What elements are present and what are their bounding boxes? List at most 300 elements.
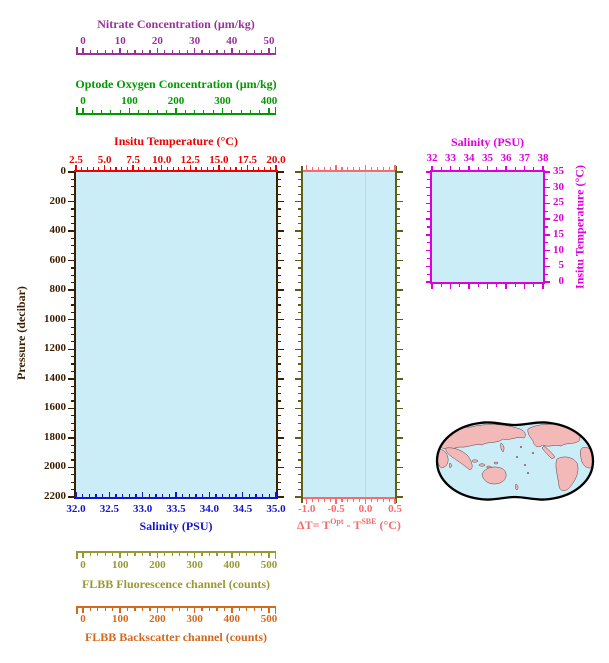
fluorescence-axis-major-tick (231, 553, 233, 558)
salinity-minor-tick (122, 494, 123, 497)
pressure-major-tick (68, 260, 74, 262)
delta-t-frame-minor-tick (298, 489, 301, 490)
pressure-tick-label: 1400 (44, 371, 66, 384)
pressure-tick-label: 1800 (44, 430, 66, 443)
ts-temperature-major-tick (426, 187, 431, 189)
nitrate-axis-minor-tick (142, 50, 143, 53)
delta-t-frame-minor-tick (298, 297, 301, 298)
salinity-minor-tick (95, 494, 96, 497)
ts-temperature-minor-tick (427, 274, 430, 275)
ts-salinity-tick-label: 36 (500, 152, 512, 164)
nitrate-axis-minor-tick (209, 50, 210, 53)
delta-t-frame-minor-tick (298, 334, 301, 335)
temperature-axis-title: Insitu Temperature (°C) (114, 134, 238, 148)
salinity-minor-tick (89, 494, 90, 497)
oxygen-axis-minor-tick (101, 110, 102, 113)
delta-t-frame-major-tick (397, 378, 403, 380)
temperature-minor-tick (138, 167, 139, 170)
ts-temperature-major-tick (426, 281, 431, 283)
backscatter-axis-minor-tick (209, 608, 210, 611)
ts-salinity-minor-tick (459, 284, 460, 287)
ts-temperature-tick-label: 0 (558, 275, 564, 287)
fluorescence-axis-minor-tick (105, 553, 106, 556)
oxygen-axis-tick-label: 0 (80, 95, 86, 107)
salinity-minor-tick (82, 494, 83, 497)
delta-t-axis-title (279, 518, 419, 532)
pressure-minor-tick (71, 482, 74, 483)
fluorescence-axis-minor-tick (164, 553, 165, 556)
pressure-minor-tick (278, 282, 281, 283)
pressure-tick-label: 0 (60, 165, 66, 177)
ts-salinity-minor-tick (441, 167, 442, 170)
pressure-major-tick (68, 378, 74, 380)
fluorescence-axis-minor-tick (134, 553, 135, 556)
delta-t-frame-minor-tick (397, 356, 400, 357)
oxygen-axis-minor-tick (259, 110, 260, 113)
oxygen-axis-minor-tick (194, 110, 195, 113)
delta-t-frame-minor-tick (397, 459, 400, 460)
nitrate-axis-major-tick (231, 48, 233, 53)
backscatter-axis-minor-tick (246, 608, 247, 611)
oxygen-axis-tick-label: 300 (214, 95, 231, 107)
ts-temperature-tick-label: 25 (553, 196, 564, 209)
ts-salinity-axis-title: Salinity (PSU) (450, 135, 524, 149)
oxygen-axis-major-tick (82, 108, 84, 113)
delta-t-frame-minor-tick (298, 400, 301, 401)
oxygen-axis-tick-label: 400 (260, 95, 278, 107)
fluorescence-axis-minor-tick (216, 553, 217, 556)
ts-salinity-major-tick (487, 166, 489, 171)
delta-t-frame-minor-tick (397, 304, 400, 305)
temperature-minor-tick (235, 167, 236, 170)
pressure-minor-tick (278, 474, 281, 475)
temperature-minor-tick (115, 167, 116, 170)
delta-t-frame-minor-tick (397, 267, 400, 268)
pressure-minor-tick (278, 267, 281, 268)
delta-t-frame-minor-tick (397, 363, 400, 364)
delta-t-minor-tick (324, 167, 325, 170)
delta-t-title-part: ΔT= T (297, 518, 331, 532)
pressure-major-tick (278, 378, 284, 380)
temperature-minor-tick (241, 167, 242, 170)
backscatter-axis-minor-tick (179, 608, 180, 611)
temperature-minor-tick (81, 167, 82, 170)
delta-t-frame-minor-tick (397, 334, 400, 335)
delta-t-frame-major-tick (295, 201, 301, 203)
ts-salinity-major-tick (542, 284, 544, 289)
backscatter-axis-minor-tick (164, 608, 165, 611)
delta-t-frame-minor-tick (298, 179, 301, 180)
ts-salinity-minor-tick (515, 284, 516, 287)
temperature-minor-tick (144, 167, 145, 170)
pressure-major-tick (278, 319, 284, 321)
pressure-minor-tick (71, 445, 74, 446)
temperature-minor-tick (264, 167, 265, 170)
temperature-minor-tick (258, 167, 259, 170)
ts-temperature-major-tick (426, 218, 431, 220)
pressure-major-tick (68, 496, 74, 498)
delta-t-frame-minor-tick (298, 445, 301, 446)
fluorescence-axis-major-tick (194, 553, 196, 558)
backscatter-axis-minor-tick (90, 608, 91, 611)
nitrate-axis-title: Nitrate Concentration (µm/kg) (97, 17, 255, 31)
pressure-minor-tick (71, 304, 74, 305)
delta-t-frame-minor-tick (397, 393, 400, 394)
ts-temperature-tick-label: 35 (553, 165, 564, 177)
pressure-minor-tick (278, 334, 281, 335)
delta-t-minor-tick (341, 167, 342, 170)
delta-t-major-tick (365, 165, 367, 170)
delta-t-axis-line-top (303, 170, 395, 172)
delta-t-frame-major-tick (295, 349, 301, 351)
delta-t-frame-minor-tick (298, 312, 301, 313)
backscatter-axis-minor-tick (112, 608, 113, 611)
pressure-minor-tick (71, 245, 74, 246)
delta-t-minor-tick (377, 499, 378, 502)
pressure-minor-tick (278, 445, 281, 446)
delta-t-frame-major-tick (295, 496, 301, 498)
delta-t-frame-minor-tick (397, 327, 400, 328)
delta-t-frame-minor-tick (298, 415, 301, 416)
salinity-minor-tick (149, 494, 150, 497)
salinity-minor-tick (202, 494, 203, 497)
salinity-minor-tick (262, 494, 263, 497)
ts-salinity-major-tick (450, 284, 452, 289)
pressure-minor-tick (71, 327, 74, 328)
pressure-minor-tick (71, 253, 74, 254)
pressure-minor-tick (278, 208, 281, 209)
backscatter-axis-tick-label: 200 (149, 613, 166, 625)
delta-t-frame-minor-tick (397, 179, 400, 180)
nitrate-axis-tick-label: 50 (263, 35, 275, 47)
temperature-minor-tick (155, 167, 156, 170)
pressure-minor-tick (278, 194, 281, 195)
pressure-minor-tick (71, 459, 74, 460)
ts-salinity-minor-tick (478, 167, 479, 170)
temperature-tick-label: 2.5 (69, 154, 83, 166)
pressure-major-tick (278, 201, 284, 203)
delta-t-tick-label: 0.5 (388, 503, 402, 515)
temperature-tick-label: 12.5 (180, 154, 200, 166)
salinity-minor-tick (115, 494, 116, 497)
delta-t-minor-tick (330, 167, 331, 170)
delta-t-frame-minor-tick (298, 430, 301, 431)
oxygen-axis-minor-tick (250, 110, 251, 113)
ts-salinity-tick-label: 35 (482, 152, 493, 164)
pressure-minor-tick (278, 452, 281, 453)
delta-t-tick-label: 0.0 (358, 503, 373, 515)
delta-t-frame-minor-tick (298, 482, 301, 483)
pressure-major-tick (68, 437, 74, 439)
delta-t-frame-minor-tick (397, 423, 400, 424)
pressure-minor-tick (278, 327, 281, 328)
temperature-minor-tick (230, 167, 231, 170)
oxygen-axis-tick-label: 100 (121, 95, 138, 107)
pressure-minor-tick (278, 459, 281, 460)
delta-t-frame-minor-tick (298, 341, 301, 342)
ts-salinity-major-tick (524, 166, 526, 171)
oxygen-axis-major-tick (129, 108, 131, 113)
salinity-minor-tick (129, 494, 130, 497)
pressure-minor-tick (71, 393, 74, 394)
delta-t-frame-minor-tick (397, 312, 400, 313)
delta-t-zero-line (365, 172, 366, 497)
pressure-major-tick (68, 467, 74, 469)
nitrate-axis-minor-tick (254, 50, 255, 53)
delta-t-frame-major-tick (295, 467, 301, 469)
delta-t-minor-tick (389, 499, 390, 502)
oxygen-axis-minor-tick (92, 110, 93, 113)
fluorescence-axis-minor-tick (179, 553, 180, 556)
pressure-minor-tick (278, 186, 281, 187)
delta-t-frame-minor-tick (397, 238, 400, 239)
nitrate-axis-major-tick (268, 48, 270, 53)
pressure-tick-label: 1600 (44, 401, 66, 414)
delta-t-minor-tick (347, 167, 348, 170)
delta-t-frame-major-tick (295, 408, 301, 410)
fluorescence-axis-minor-tick (239, 553, 240, 556)
pressure-major-tick (278, 467, 284, 469)
nitrate-axis-axis-line (76, 53, 276, 55)
delta-t-frame-minor-tick (298, 223, 301, 224)
world-map (429, 413, 601, 509)
delta-t-minor-tick (318, 167, 319, 170)
ts-temperature-minor-tick (427, 226, 430, 227)
ts-salinity-tick-label: 34 (463, 152, 475, 164)
delta-t-major-tick (394, 165, 396, 170)
temperature-minor-tick (110, 167, 111, 170)
fluorescence-axis-minor-tick (90, 553, 91, 556)
pressure-major-tick (278, 496, 284, 498)
fluorescence-axis-title: FLBB Fluorescence channel (counts) (81, 577, 271, 591)
delta-t-frame-minor-tick (397, 474, 400, 475)
delta-t-minor-tick (353, 499, 354, 502)
delta-t-frame-minor-tick (397, 415, 400, 416)
pressure-minor-tick (278, 363, 281, 364)
ts-temperature-tick-label: 20 (553, 212, 564, 225)
delta-t-frame-minor-tick (298, 245, 301, 246)
ts-salinity-tick-label: 38 (537, 152, 549, 164)
fluorescence-axis-tick-label: 500 (260, 559, 278, 571)
salinity-major-tick (275, 492, 277, 497)
delta-t-frame-minor-tick (298, 194, 301, 195)
temperature-tick-label: 17.5 (237, 154, 258, 166)
fluorescence-axis-minor-tick (246, 553, 247, 556)
delta-t-frame-major-tick (397, 230, 403, 232)
delta-t-minor-tick (371, 167, 372, 170)
fluorescence-axis-minor-tick (172, 553, 173, 556)
delta-t-minor-tick (318, 499, 319, 502)
pressure-minor-tick (71, 267, 74, 268)
ts-temperature-major-tick (426, 203, 431, 205)
backscatter-axis-tick-label: 300 (186, 613, 203, 625)
pressure-major-tick (278, 171, 284, 173)
nitrate-axis-tick-label: 20 (151, 35, 163, 47)
delta-t-frame-minor-tick (298, 356, 301, 357)
salinity-major-tick (75, 492, 77, 497)
pressure-major-tick (68, 408, 74, 410)
delta-t-frame-minor-tick (397, 208, 400, 209)
oxygen-axis-minor-tick (203, 110, 204, 113)
delta-t-frame-minor-tick (298, 282, 301, 283)
backscatter-axis-tick-label: 500 (260, 613, 278, 625)
delta-t-minor-tick (383, 499, 384, 502)
fluorescence-axis-minor-tick (209, 553, 210, 556)
backscatter-axis-minor-tick (216, 608, 217, 611)
nitrate-axis-minor-tick (172, 50, 173, 53)
nitrate-axis-minor-tick (97, 50, 98, 53)
temperature-tick-label: 7.5 (126, 154, 141, 166)
salinity-major-tick (142, 492, 144, 497)
salinity-tick-label: 34.5 (233, 503, 253, 515)
delta-t-title-superscript: Opt (330, 517, 344, 526)
delta-t-frame-minor-tick (397, 371, 400, 372)
pressure-minor-tick (278, 275, 281, 276)
nitrate-axis-minor-tick (179, 50, 180, 53)
ts-temperature-axis-title: Insitu Temperature (°C) (572, 165, 587, 289)
pressure-minor-tick (71, 216, 74, 217)
delta-t-minor-tick (312, 499, 313, 502)
delta-t-minor-tick (347, 499, 348, 502)
temperature-minor-tick (270, 167, 271, 170)
pressure-tick-label: 2000 (44, 460, 66, 473)
ts-temperature-minor-tick (427, 195, 430, 196)
fluorescence-axis-minor-tick (127, 553, 128, 556)
nitrate-axis-minor-tick (216, 50, 217, 53)
oxygen-axis-major-tick (175, 108, 177, 113)
oxygen-axis-minor-tick (157, 110, 158, 113)
pressure-minor-tick (71, 186, 74, 187)
delta-t-frame-major-tick (397, 349, 403, 351)
delta-t-minor-tick (359, 499, 360, 502)
backscatter-axis-minor-tick (261, 608, 262, 611)
oxygen-axis-minor-tick (231, 110, 232, 113)
ts-border-left (430, 172, 432, 282)
pressure-minor-tick (278, 489, 281, 490)
fluorescence-axis-major-tick (82, 553, 84, 558)
delta-t-frame-minor-tick (397, 223, 400, 224)
backscatter-axis-minor-tick (187, 608, 188, 611)
salinity-tick-label: 32.0 (66, 503, 86, 515)
delta-t-frame-major-tick (397, 437, 403, 439)
temperature-minor-tick (98, 167, 99, 170)
ts-salinity-minor-tick (533, 284, 534, 287)
oxygen-axis-axis-line (76, 113, 276, 115)
salinity-minor-tick (229, 494, 230, 497)
delta-t-frame-major-tick (397, 496, 403, 498)
oxygen-axis-minor-tick (241, 110, 242, 113)
delta-t-frame-minor-tick (298, 275, 301, 276)
salinity-minor-tick (255, 494, 256, 497)
ts-temperature-minor-tick (427, 258, 430, 259)
delta-t-frame-major-tick (397, 201, 403, 203)
delta-t-frame-major-tick (295, 230, 301, 232)
oxygen-axis-tick-label: 200 (167, 95, 185, 107)
temperature-minor-tick (184, 167, 185, 170)
pressure-minor-tick (71, 400, 74, 401)
delta-t-frame-major-tick (397, 260, 403, 262)
delta-t-frame-major-tick (397, 319, 403, 321)
delta-t-frame-minor-tick (298, 474, 301, 475)
ts-temperature-tick-label: 15 (553, 227, 564, 240)
pressure-axis-line (74, 172, 76, 497)
salinity-minor-tick (169, 494, 170, 497)
nitrate-axis-tick-label: 40 (226, 35, 238, 47)
oxygen-axis-major-tick (222, 108, 224, 113)
salinity-major-tick (209, 492, 211, 497)
pressure-tick-label: 600 (49, 253, 66, 266)
ts-salinity-major-tick (431, 284, 433, 289)
salinity-tick-label: 35.0 (266, 503, 286, 515)
delta-t-frame-minor-tick (397, 194, 400, 195)
temperature-minor-tick (121, 167, 122, 170)
delta-t-title-superscript: SBE (361, 517, 377, 526)
temperature-tick-label: 5.0 (97, 154, 112, 166)
pressure-minor-tick (71, 363, 74, 364)
ts-panel-area (432, 172, 543, 282)
pressure-minor-tick (278, 356, 281, 357)
backscatter-axis-tick-label: 100 (111, 613, 129, 625)
delta-t-minor-tick (371, 499, 372, 502)
ts-border-top (430, 170, 545, 172)
temperature-minor-tick (93, 167, 94, 170)
temperature-minor-tick (178, 167, 179, 170)
pressure-axis-title: Pressure (decibar) (14, 286, 28, 380)
delta-t-major-tick (306, 165, 308, 170)
fluorescence-axis-minor-tick (261, 553, 262, 556)
salinity-major-tick (242, 492, 244, 497)
salinity-axis-title: Salinity (PSU) (139, 519, 213, 533)
delta-t-frame-minor-tick (298, 393, 301, 394)
delta-t-frame-major-tick (397, 408, 403, 410)
temperature-minor-tick (195, 167, 196, 170)
pressure-minor-tick (278, 371, 281, 372)
pressure-major-tick (278, 260, 284, 262)
delta-t-frame-minor-tick (298, 459, 301, 460)
delta-t-frame-minor-tick (298, 363, 301, 364)
delta-t-tick-label: -1.0 (297, 503, 316, 515)
delta-t-frame-minor-tick (397, 216, 400, 217)
fluorescence-axis-major-tick (268, 553, 270, 558)
backscatter-axis-tick-label: 400 (223, 613, 241, 625)
delta-t-major-tick (335, 165, 337, 170)
ts-salinity-major-tick (505, 166, 507, 171)
pressure-minor-tick (278, 482, 281, 483)
delta-t-frame-minor-tick (298, 208, 301, 209)
backscatter-axis-title: FLBB Backscatter channel (counts) (84, 630, 268, 644)
nitrate-axis-minor-tick (112, 50, 113, 53)
pressure-minor-tick (71, 223, 74, 224)
delta-t-axis-line-bottom (303, 497, 395, 499)
fluorescence-axis-tick-label: 0 (80, 559, 86, 571)
pressure-minor-tick (71, 489, 74, 490)
main-plot-area (76, 172, 276, 497)
salinity-minor-tick (155, 494, 156, 497)
backscatter-axis-minor-tick (201, 608, 202, 611)
pressure-minor-tick (71, 194, 74, 195)
ts-salinity-major-tick (450, 166, 452, 171)
oxygen-axis-minor-tick (185, 110, 186, 113)
backscatter-axis-tick-label: 0 (80, 613, 86, 625)
delta-t-frame-minor-tick (298, 267, 301, 268)
fluorescence-axis-minor-tick (112, 553, 113, 556)
pressure-minor-tick (71, 452, 74, 453)
temperature-minor-tick (207, 167, 208, 170)
salinity-minor-tick (222, 494, 223, 497)
oxygen-axis-minor-tick (138, 110, 139, 113)
temperature-tick-label: 15.0 (209, 154, 229, 166)
delta-t-frame-minor-tick (298, 304, 301, 305)
